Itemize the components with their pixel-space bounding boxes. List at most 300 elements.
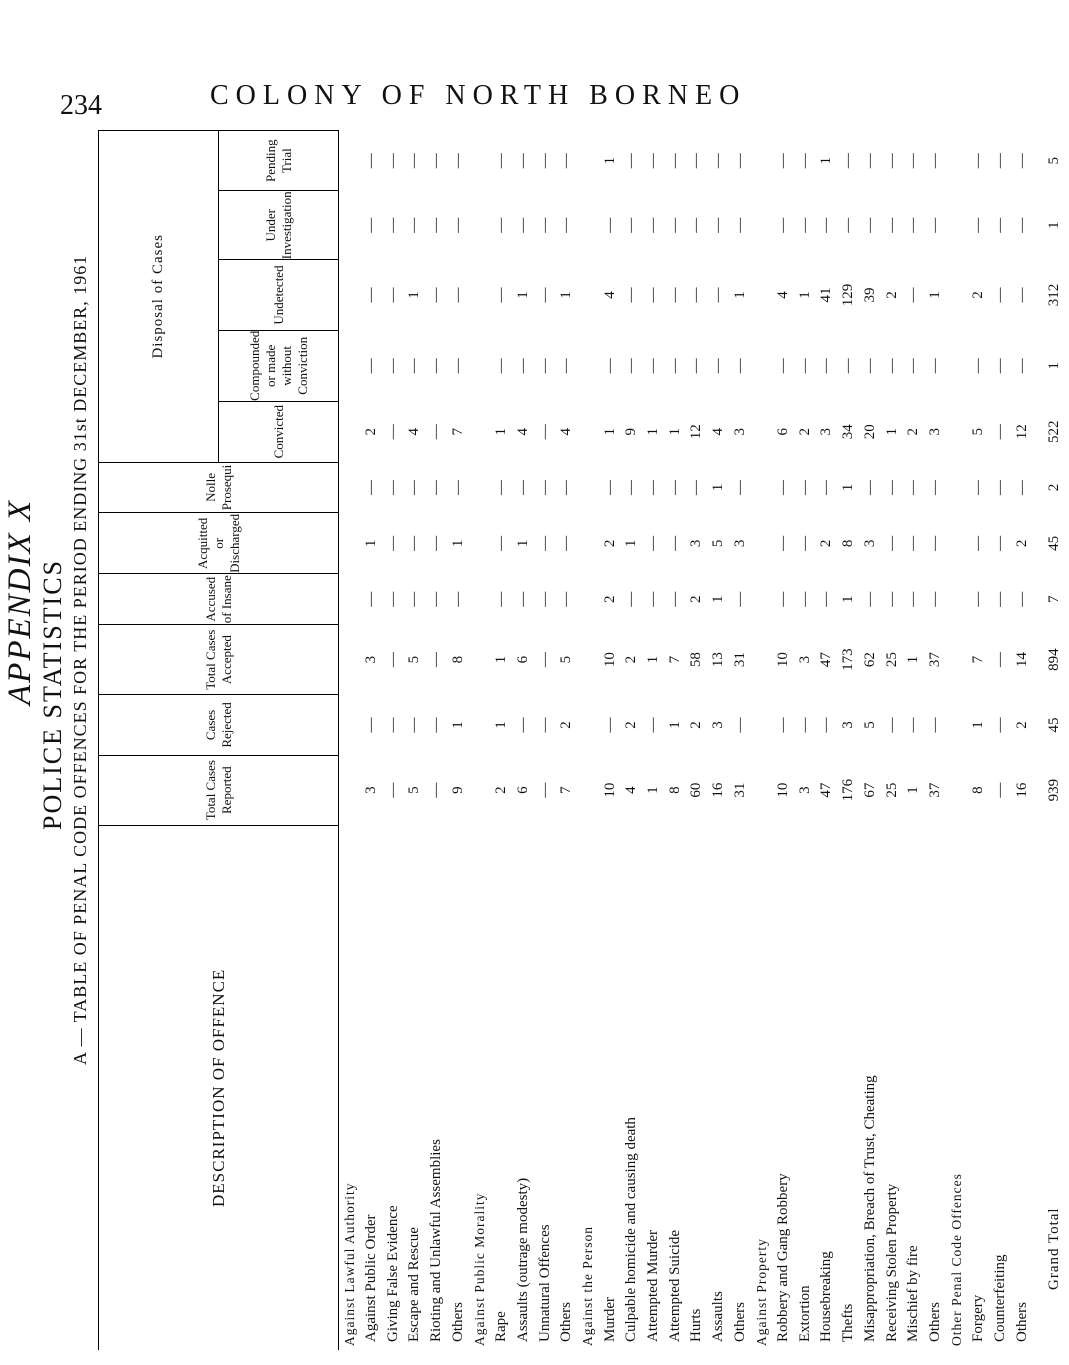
table-cell: 25 xyxy=(883,782,900,798)
table-cell: — xyxy=(623,358,640,374)
table-cell: — xyxy=(818,358,835,374)
table-cell: — xyxy=(991,717,1008,733)
table-row xyxy=(794,131,816,1351)
table-cell: — xyxy=(493,217,510,233)
table-cell: 2 xyxy=(623,655,640,664)
table-cell: — xyxy=(601,717,618,733)
table-cell: — xyxy=(449,287,466,303)
table-cell: 14 xyxy=(1013,652,1030,668)
table-cell: 1 xyxy=(710,595,727,603)
table-cell: — xyxy=(883,591,900,607)
table-cell: 3 xyxy=(796,786,813,794)
table-cell: 8 xyxy=(449,655,466,664)
table-cell: — xyxy=(905,287,922,303)
table-cell: — xyxy=(493,535,510,551)
table-cell: 3 xyxy=(796,655,813,664)
table-row xyxy=(860,131,882,1351)
table-cell: — xyxy=(840,358,857,374)
table-cell: 67 xyxy=(861,782,878,798)
table-cell: — xyxy=(644,153,661,169)
category-label: Against the Person xyxy=(580,1226,596,1346)
table-cell: — xyxy=(991,424,1008,440)
table-cell: — xyxy=(428,217,445,233)
table-cell: — xyxy=(384,535,401,551)
table-cell: 4 xyxy=(601,291,618,299)
table-cell: — xyxy=(644,717,661,733)
table-cell: — xyxy=(818,479,835,495)
table-cell: 1 xyxy=(514,291,531,299)
table-row xyxy=(838,131,860,1351)
table-cell: — xyxy=(926,479,943,495)
table-cell: 10 xyxy=(775,782,792,798)
table-row xyxy=(404,131,426,1351)
table-cell: 5 xyxy=(970,427,987,436)
table-cell: — xyxy=(970,535,987,551)
table-cell: — xyxy=(926,591,943,607)
table-cell: — xyxy=(688,217,705,233)
grand-total-cell: 7 xyxy=(1045,595,1062,603)
table-cell: 8 xyxy=(840,539,857,548)
table-cell: — xyxy=(384,153,401,169)
offence-label: Counterfeiting xyxy=(991,1254,1008,1342)
table-cell: — xyxy=(449,358,466,374)
table-cell: 1 xyxy=(644,786,661,794)
header-total-reported: Total Cases Reported xyxy=(99,755,339,825)
table-cell: — xyxy=(666,591,683,607)
table-cell: — xyxy=(796,535,813,551)
table-row xyxy=(361,131,383,1351)
table-cell: 2 xyxy=(883,291,900,299)
grand-total-cell: 5 xyxy=(1045,156,1062,165)
table-cell: 12 xyxy=(688,424,705,440)
table-cell: — xyxy=(796,153,813,169)
table-cell: — xyxy=(1013,591,1030,607)
table-cell: 16 xyxy=(1013,782,1030,798)
table-cell: — xyxy=(363,717,380,733)
table-cell: 1 xyxy=(905,786,922,794)
table-cell: 1 xyxy=(493,655,510,664)
table-row xyxy=(773,131,795,1351)
table-cell: — xyxy=(406,153,423,169)
table-cell: 4 xyxy=(623,786,640,794)
table-cell: — xyxy=(775,591,792,607)
table-subtitle: A — TABLE OF PENAL CODE OFFENCES FOR THE PERIOD ENDING 31st DECEMBER, 1961 xyxy=(70,254,90,1065)
offence-label: Assaults xyxy=(710,1291,727,1342)
offence-label: Against Public Order xyxy=(363,1214,380,1342)
table-cell: — xyxy=(688,479,705,495)
grand-total-cell: 1 xyxy=(1045,362,1062,370)
table-row xyxy=(664,131,686,1351)
table-cell: — xyxy=(363,479,380,495)
offence-label: Housebreaking xyxy=(818,1251,835,1342)
table-cell: 5 xyxy=(406,786,423,794)
table-cell: — xyxy=(1013,358,1030,374)
table-cell: — xyxy=(514,217,531,233)
table-cell: 3 xyxy=(731,427,748,436)
table-cell: 31 xyxy=(731,782,748,798)
table-cell: 1 xyxy=(449,539,466,548)
table-cell: — xyxy=(536,652,553,668)
category-row xyxy=(946,131,968,1351)
category-row xyxy=(578,131,600,1351)
table-cell: — xyxy=(536,217,553,233)
table-cell: — xyxy=(731,153,748,169)
table-row xyxy=(925,131,947,1351)
table-cell: 25 xyxy=(883,652,900,668)
table-cell: 3 xyxy=(731,539,748,548)
table-cell: — xyxy=(731,217,748,233)
table-cell: — xyxy=(905,153,922,169)
table-cell: — xyxy=(926,153,943,169)
table-cell: — xyxy=(514,153,531,169)
table-cell: — xyxy=(428,424,445,440)
table-cell: — xyxy=(558,591,575,607)
header-disposal: Disposal of Cases xyxy=(99,131,219,463)
table-cell: — xyxy=(363,153,380,169)
table-cell: 2 xyxy=(1013,721,1030,729)
table-cell: — xyxy=(406,479,423,495)
table-cell: — xyxy=(536,591,553,607)
table-cell: 176 xyxy=(840,778,857,802)
table-cell: — xyxy=(688,287,705,303)
header-nolle: Nolle Prosequi xyxy=(99,462,339,513)
table-cell: 1 xyxy=(623,539,640,548)
table-row xyxy=(599,131,621,1351)
table-row xyxy=(556,131,578,1351)
table-cell: — xyxy=(926,535,943,551)
table-cell: 5 xyxy=(558,655,575,664)
table-cell: — xyxy=(796,358,813,374)
table-cell: 9 xyxy=(623,427,640,436)
table-cell: — xyxy=(991,535,1008,551)
grand-total-cell: 1 xyxy=(1045,221,1062,230)
table-cell: 2 xyxy=(363,427,380,436)
offence-label: Robbery and Gang Robbery xyxy=(775,1173,792,1342)
table-cell: — xyxy=(926,717,943,733)
table-cell: — xyxy=(861,358,878,374)
table-cell: — xyxy=(644,535,661,551)
offence-label: Unnatural Offences xyxy=(536,1224,553,1342)
table-cell: 7 xyxy=(449,427,466,436)
offence-label: Forgery xyxy=(970,1294,987,1342)
offence-label: Receiving Stolen Property xyxy=(883,1183,900,1342)
offence-label: Rioting and Unlawful Assemblies xyxy=(428,1139,445,1342)
table-cell: — xyxy=(991,287,1008,303)
grand-total-label: Grand Total xyxy=(1045,1207,1062,1290)
table-cell: — xyxy=(775,717,792,733)
table-cell: — xyxy=(883,717,900,733)
table-cell: — xyxy=(883,358,900,374)
offence-label: Culpable homicide and causing death xyxy=(623,1117,640,1342)
table-cell: — xyxy=(558,479,575,495)
table-cell: — xyxy=(970,358,987,374)
grand-total-cell: 45 xyxy=(1045,535,1062,551)
table-cell: — xyxy=(601,358,618,374)
table-cell: 3 xyxy=(840,721,857,729)
table-cell: — xyxy=(406,217,423,233)
table-cell: — xyxy=(666,217,683,233)
table-cell: 1 xyxy=(710,483,727,492)
table-cell: 1 xyxy=(796,291,813,299)
header-convicted: Convicted xyxy=(219,401,339,462)
running-head: COLONY OF NORTH BORNEO xyxy=(210,80,747,111)
table-cell: — xyxy=(514,717,531,733)
header-undetected: Undetected xyxy=(219,260,339,331)
table-cell: — xyxy=(905,535,922,551)
table-cell: — xyxy=(666,287,683,303)
table-cell: — xyxy=(905,591,922,607)
table-cell: — xyxy=(905,479,922,495)
table-cell: — xyxy=(363,358,380,374)
table-cell: 4 xyxy=(514,427,531,436)
table-cell: — xyxy=(623,153,640,169)
table-cell: — xyxy=(449,217,466,233)
table-cell: 34 xyxy=(840,424,857,440)
offence-label: Extortion xyxy=(796,1285,813,1342)
category-row xyxy=(751,131,773,1351)
table-cell: — xyxy=(363,217,380,233)
table-cell: 5 xyxy=(861,721,878,729)
table-row xyxy=(903,131,925,1351)
table-row xyxy=(426,131,448,1351)
table-cell: — xyxy=(731,717,748,733)
table-cell: — xyxy=(384,358,401,374)
header-acquitted: Acquitted or Discharged xyxy=(99,513,339,574)
table-cell: 4 xyxy=(775,291,792,299)
offence-label: Others xyxy=(1013,1302,1030,1342)
table-cell: 8 xyxy=(666,786,683,794)
table-cell: 173 xyxy=(840,648,857,671)
table-row xyxy=(816,131,838,1351)
table-cell: 4 xyxy=(558,427,575,436)
table-cell: 62 xyxy=(861,652,878,668)
table-cell: 2 xyxy=(688,595,705,603)
header-description: DESCRIPTION OF OFFENCE xyxy=(99,825,339,1350)
table-row xyxy=(686,131,708,1351)
header-accepted: Total Cases Accepted xyxy=(99,625,339,695)
table-cell: 7 xyxy=(666,655,683,664)
table-cell: 3 xyxy=(363,655,380,664)
table-cell: 6 xyxy=(775,427,792,436)
table-cell: — xyxy=(666,358,683,374)
table-cell: — xyxy=(558,535,575,551)
table-cell: 1 xyxy=(601,427,618,436)
header-row xyxy=(99,131,219,1351)
table-cell: 31 xyxy=(731,652,748,668)
table-cell: 1 xyxy=(666,721,683,729)
table-cell: 47 xyxy=(818,652,835,668)
table-cell: — xyxy=(558,358,575,374)
table-cell: 58 xyxy=(688,652,705,668)
offence-label: Misappropriation, Breach of Trust, Cheating xyxy=(861,1075,878,1342)
grand-total-cell: 894 xyxy=(1045,648,1062,671)
table-cell: — xyxy=(883,535,900,551)
table-row xyxy=(621,131,643,1351)
table-cell: — xyxy=(384,424,401,440)
table-cell: 2 xyxy=(796,427,813,436)
table-cell: 1 xyxy=(926,291,943,299)
offence-label: Others xyxy=(926,1302,943,1342)
table-cell: — xyxy=(536,782,553,798)
table-cell: — xyxy=(536,287,553,303)
table-cell: — xyxy=(883,153,900,169)
table-cell: — xyxy=(970,591,987,607)
table-cell: — xyxy=(384,287,401,303)
table-cell: 1 xyxy=(840,483,857,492)
table-cell: — xyxy=(840,153,857,169)
table-cell: 7 xyxy=(558,786,575,794)
table-cell: 2 xyxy=(970,291,987,299)
offence-label: Hurts xyxy=(688,1308,705,1342)
table-cell: — xyxy=(644,358,661,374)
table-cell: 1 xyxy=(363,539,380,548)
table-cell: 1 xyxy=(644,655,661,664)
table-cell: 1 xyxy=(449,721,466,729)
table-cell: 1 xyxy=(406,291,423,299)
table-cell: — xyxy=(775,535,792,551)
table-cell: — xyxy=(775,479,792,495)
table-cell: — xyxy=(406,535,423,551)
table-cell: 2 xyxy=(601,595,618,603)
table-cell: 41 xyxy=(818,287,835,303)
table-cell: — xyxy=(449,153,466,169)
offence-label: Others xyxy=(731,1302,748,1342)
table-cell: 1 xyxy=(493,721,510,729)
offence-label: Others xyxy=(558,1302,575,1342)
table-cell: 1 xyxy=(731,291,748,299)
table-cell: — xyxy=(428,717,445,733)
table-cell: — xyxy=(883,217,900,233)
table-cell: — xyxy=(449,479,466,495)
table-cell: — xyxy=(905,217,922,233)
table-cell: — xyxy=(861,153,878,169)
table-cell: — xyxy=(644,479,661,495)
table-cell: — xyxy=(384,717,401,733)
table-cell: 10 xyxy=(601,652,618,668)
table-cell: — xyxy=(428,652,445,668)
table-cell: 13 xyxy=(710,652,727,668)
table-cell: — xyxy=(623,591,640,607)
table-cell: 6 xyxy=(514,786,531,794)
table-cell: — xyxy=(536,424,553,440)
header-pending: Pending Trial xyxy=(219,131,339,191)
table-cell: 47 xyxy=(818,782,835,798)
table-cell: — xyxy=(818,591,835,607)
table-cell: — xyxy=(384,479,401,495)
table-body xyxy=(339,131,1069,1351)
table-cell: — xyxy=(991,153,1008,169)
table-cell: — xyxy=(926,358,943,374)
table-cell: — xyxy=(1013,217,1030,233)
table-cell: 1 xyxy=(883,427,900,436)
table-cell: — xyxy=(796,479,813,495)
category-label: Against Lawful Authority xyxy=(341,1182,357,1346)
table-cell: — xyxy=(970,153,987,169)
table-cell: 1 xyxy=(644,427,661,436)
table-cell: — xyxy=(688,153,705,169)
table-cell: — xyxy=(406,591,423,607)
offence-label: Assaults (outrage modesty) xyxy=(514,1177,531,1342)
table-cell: 1 xyxy=(514,539,531,548)
table-cell: — xyxy=(384,217,401,233)
table-cell: — xyxy=(536,479,553,495)
table-cell: 7 xyxy=(970,655,987,664)
table-cell: 37 xyxy=(926,782,943,798)
section-title: POLICE STATISTICS xyxy=(38,559,67,830)
table-cell: 4 xyxy=(406,427,423,436)
table-cell: — xyxy=(406,717,423,733)
table-cell: — xyxy=(818,717,835,733)
table-cell: 129 xyxy=(840,283,857,307)
table-cell: — xyxy=(428,782,445,798)
table-cell: — xyxy=(861,217,878,233)
table-cell: 20 xyxy=(861,424,878,440)
table-cell: — xyxy=(688,358,705,374)
table-cell: — xyxy=(384,652,401,668)
table-cell: — xyxy=(363,591,380,607)
page-number: 234 xyxy=(60,90,102,121)
table-cell: 3 xyxy=(926,427,943,436)
table-cell: — xyxy=(601,217,618,233)
table-cell: 60 xyxy=(688,782,705,798)
table-row xyxy=(881,131,903,1351)
table-cell: 5 xyxy=(710,539,727,548)
table-cell: — xyxy=(644,287,661,303)
table-cell: — xyxy=(623,287,640,303)
table-cell: — xyxy=(991,591,1008,607)
table-row xyxy=(990,131,1012,1351)
table-row xyxy=(708,131,730,1351)
table-cell: — xyxy=(514,479,531,495)
table-cell: 39 xyxy=(861,287,878,303)
table-cell: 8 xyxy=(970,786,987,794)
table-cell: 3 xyxy=(710,721,727,729)
table-cell: — xyxy=(710,153,727,169)
table-row xyxy=(643,131,665,1351)
table-cell: — xyxy=(1013,479,1030,495)
table-cell: — xyxy=(666,535,683,551)
table-row xyxy=(491,131,513,1351)
table-cell: — xyxy=(818,217,835,233)
grand-total-row xyxy=(1039,131,1069,1351)
offence-label: Murder xyxy=(601,1297,618,1342)
offence-label: Others xyxy=(449,1302,466,1342)
table-cell: — xyxy=(970,479,987,495)
table-cell: — xyxy=(558,153,575,169)
table-cell: 3 xyxy=(818,427,835,436)
table-cell: — xyxy=(623,479,640,495)
header-insane: Accused of Insane xyxy=(99,574,339,625)
table-cell: — xyxy=(644,591,661,607)
header-rejected: Cases Rejected xyxy=(99,695,339,755)
table-row xyxy=(1011,131,1033,1351)
grand-total-cell: 45 xyxy=(1045,717,1062,733)
category-label: Against Public Morality xyxy=(471,1192,487,1346)
table-cell: 10 xyxy=(775,652,792,668)
table-row xyxy=(447,131,469,1351)
table-cell: — xyxy=(991,479,1008,495)
table-cell: 1 xyxy=(970,721,987,729)
offence-label: Attempted Murder xyxy=(644,1229,661,1342)
table-cell: — xyxy=(991,652,1008,668)
table-cell: — xyxy=(536,358,553,374)
table-cell: 2 xyxy=(623,721,640,729)
table-cell: — xyxy=(666,479,683,495)
table-cell: — xyxy=(861,479,878,495)
table-cell: — xyxy=(710,217,727,233)
table-cell: 5 xyxy=(406,655,423,664)
table-cell: 1 xyxy=(666,427,683,436)
